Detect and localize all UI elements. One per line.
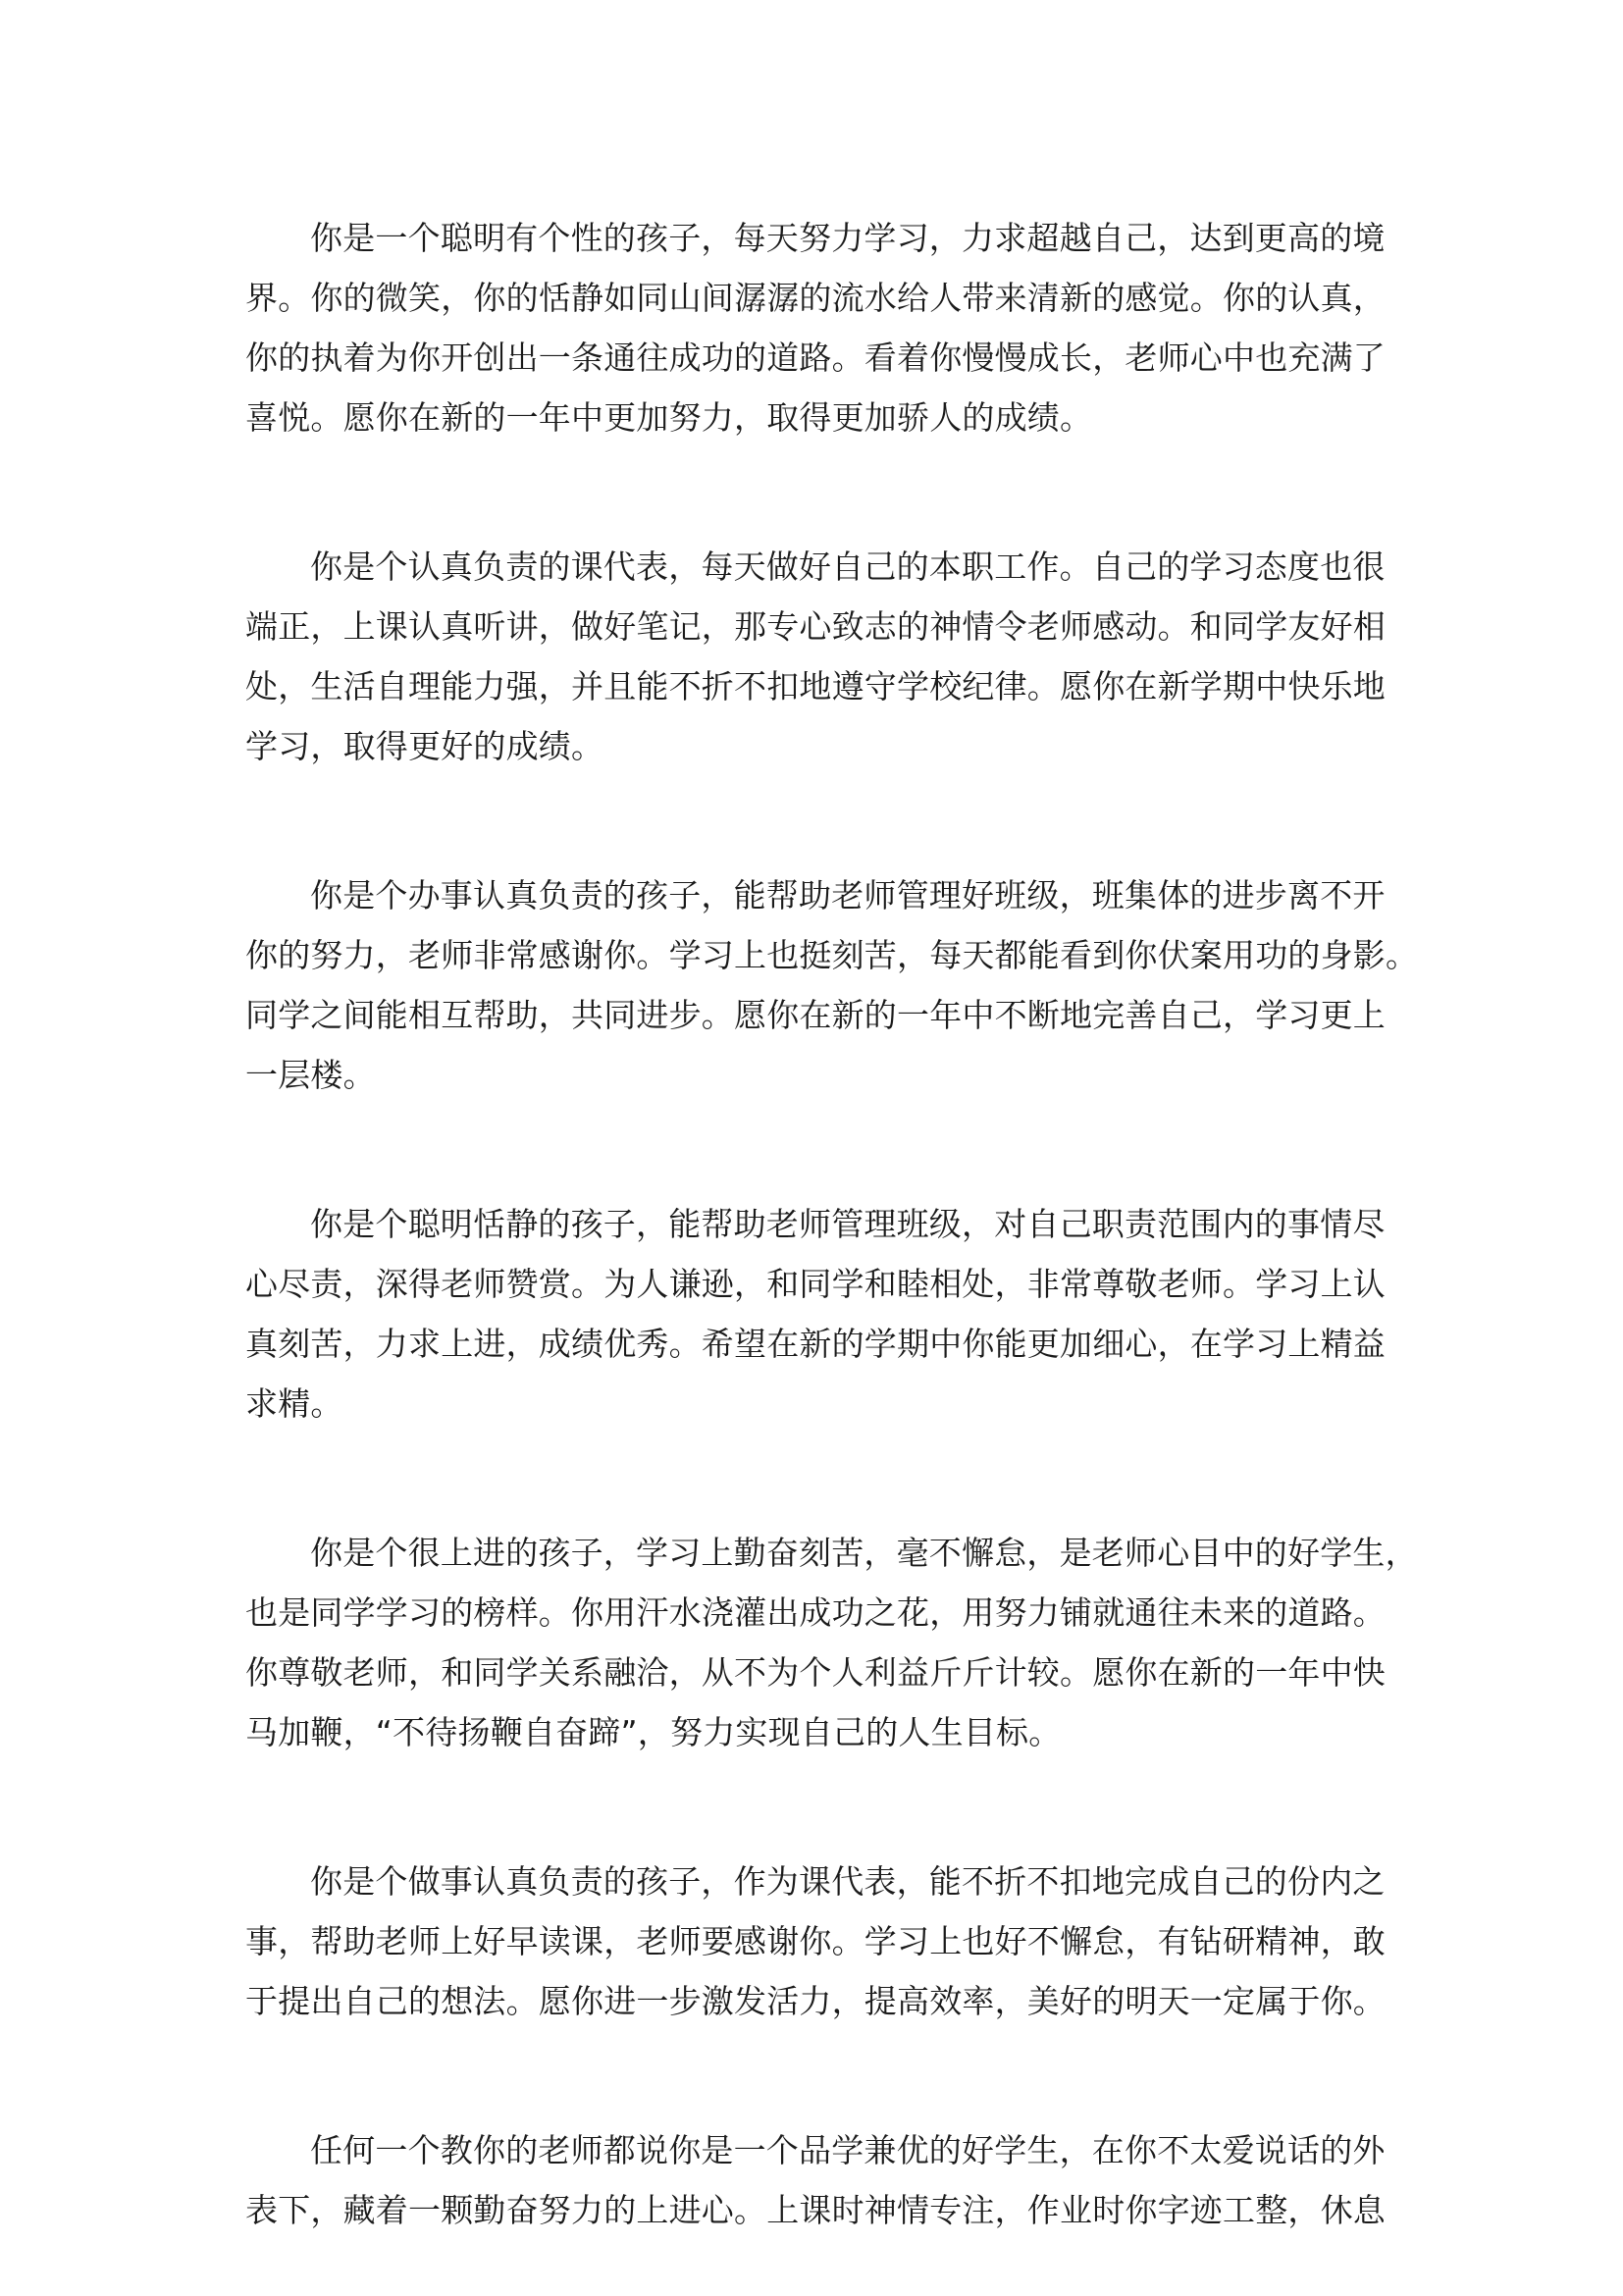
paragraph-line: 喜悦。愿你在新的一年中更加努力，取得更加骄人的成绩。 xyxy=(245,398,1093,437)
paragraph-line: 一层楼。 xyxy=(245,1056,376,1094)
paragraph-line: 你的执着为你开创出一条通往成功的道路。看着你慢慢成长，老师心中也充满了 xyxy=(245,339,1386,377)
comment-paragraph xyxy=(245,1523,1418,1762)
paragraph-line: 学习，取得更好的成绩。 xyxy=(245,727,604,765)
paragraph-line: 求精。 xyxy=(245,1384,343,1423)
comment-paragraph xyxy=(245,1852,1393,2031)
paragraph-line: 事，帮助老师上好早读课，老师要感谢你。学习上也好不懈怠，有钻研精神，敢 xyxy=(245,1922,1386,1960)
paragraph-line: 真刻苦，力求上进，成绩优秀。希望在新的学期中你能更加细心，在学习上精益 xyxy=(245,1325,1386,1363)
paragraph-line: 任何一个教你的老师都说你是一个品学兼优的好学生，在你不太爱说话的外 xyxy=(310,2131,1386,2169)
paragraph-line: 你是个做事认真负责的孩子，作为课代表，能不折不扣地完成自己的份内之 xyxy=(310,1862,1386,1901)
paragraph-line: 你是个办事认真负责的孩子，能帮助老师管理好班级，班集体的进步离不开 xyxy=(310,876,1386,914)
paragraph-line: 也是同学学习的榜样。你用汗水浇灌出成功之花，用努力铺就通往未来的道路。 xyxy=(245,1593,1386,1632)
comment-paragraph xyxy=(245,208,1393,447)
comment-paragraph xyxy=(245,1194,1393,1434)
paragraph-line: 你是个认真负责的课代表，每天做好自己的本职工作。自己的学习态度也很 xyxy=(310,548,1386,586)
comment-paragraph xyxy=(245,865,1419,1105)
paragraph-line: 界。你的微笑，你的恬静如同山间潺潺的流水给人带来清新的感觉。你的认真， xyxy=(245,279,1386,317)
paragraph-line: 表下，藏着一颗勤奋努力的上进心。上课时神情专注，作业时你字迹工整，休息 xyxy=(245,2191,1386,2229)
comment-paragraph xyxy=(245,2120,1393,2240)
paragraph-line: 端正，上课认真听讲，做好笔记，那专心致志的神情令老师感动。和同学友好相 xyxy=(245,607,1386,646)
paragraph-line: 马加鞭，“不待扬鞭自奋蹄”，努力实现自己的人生目标。 xyxy=(245,1713,1062,1751)
comment-paragraph xyxy=(245,537,1393,776)
paragraph-line: 同学之间能相互帮助，共同进步。愿你在新的一年中不断地完善自己，学习更上 xyxy=(245,996,1386,1034)
paragraph-line: 心尽责，深得老师赞赏。为人谦逊，和同学和睦相处，非常尊敬老师。学习上认 xyxy=(245,1265,1386,1303)
paragraph-line: 你是个很上进的孩子，学习上勤奋刻苦，毫不懈怠，是老师心目中的好学生， xyxy=(310,1534,1418,1572)
paragraph-line: 处，生活自理能力强，并且能不折不扣地遵守学校纪律。愿你在新学期中快乐地 xyxy=(245,667,1386,705)
paragraph-line: 于提出自己的想法。愿你进一步激发活力，提高效率，美好的明天一定属于你。 xyxy=(245,1982,1386,2020)
paragraph-line: 你是个聪明恬静的孩子，能帮助老师管理班级，对自己职责范围内的事情尽 xyxy=(310,1205,1386,1243)
paragraph-line: 你是一个聪明有个性的孩子，每天努力学习，力求超越自己，达到更高的境 xyxy=(310,219,1386,257)
document-body xyxy=(245,208,1419,2240)
paragraph-line: 你尊敬老师，和同学关系融洽，从不为个人利益斤斤计较。愿你在新的一年中快 xyxy=(245,1653,1386,1692)
paragraph-line: 你的努力，老师非常感谢你。学习上也挺刻苦，每天都能看到你伏案用功的身影。 xyxy=(245,936,1419,974)
